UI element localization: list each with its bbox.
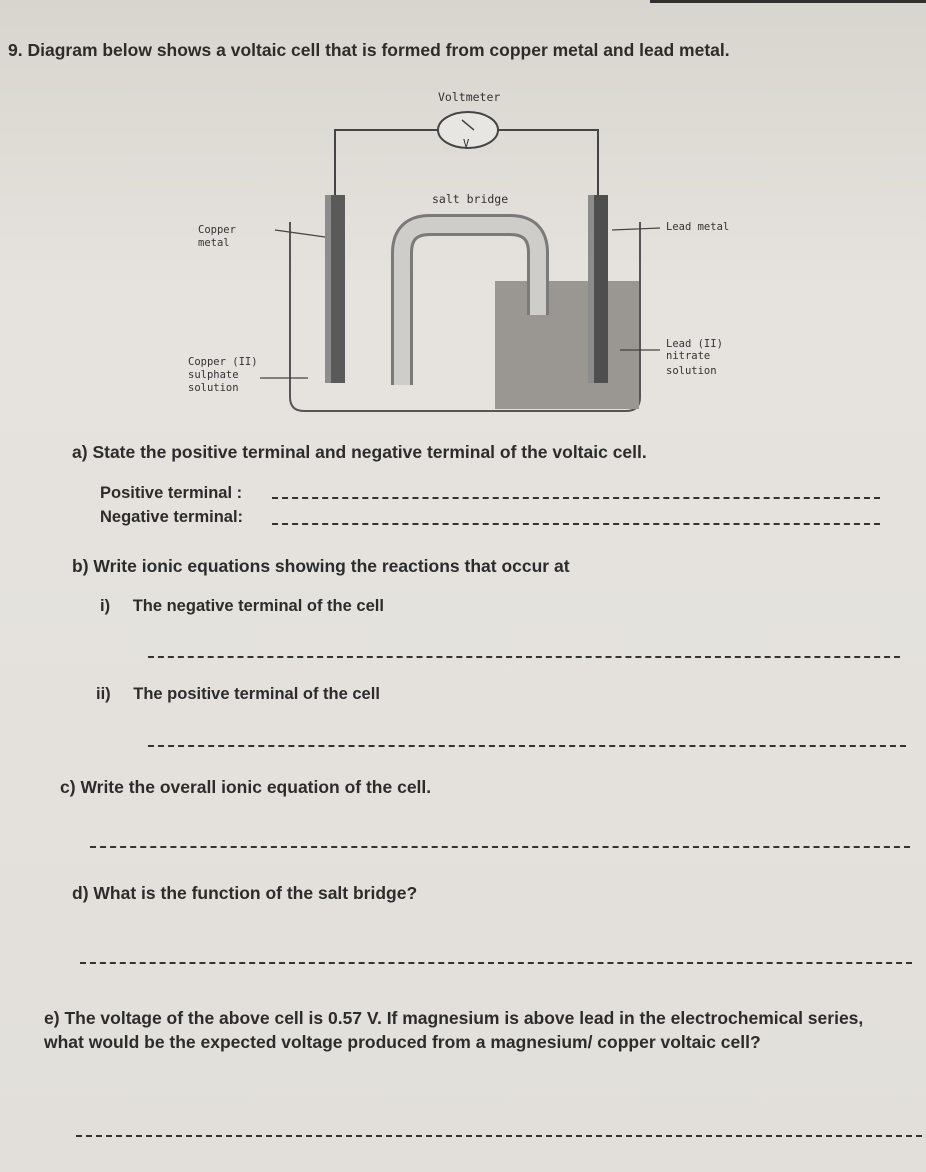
part-a-letter: a) <box>72 442 88 462</box>
copper-solution-label-3: solution <box>188 382 239 394</box>
part-b-letter: b) <box>72 556 89 576</box>
question-intro: Diagram below shows a voltaic cell that is formed from copper metal and lead metal. <box>27 40 730 60</box>
lead-solution-label-2: nitrate <box>666 350 711 362</box>
copper-metal-label-1: Copper <box>198 224 236 236</box>
part-b-i <box>100 597 384 616</box>
part-e-letter: e) <box>44 1008 60 1028</box>
positive-terminal-equation-line[interactable] <box>148 745 906 747</box>
voltaic-cell-diagram <box>180 85 740 425</box>
part-b-i-text: The negative terminal of the cell <box>132 597 384 615</box>
salt-bridge-label: salt bridge <box>432 192 509 206</box>
part-c-letter: c) <box>60 777 76 797</box>
part-e <box>44 1006 894 1054</box>
negative-terminal-label: Negative terminal: <box>100 508 244 526</box>
wire-right <box>498 130 598 195</box>
lead-solution-left <box>495 281 639 409</box>
negative-terminal-equation-line[interactable] <box>148 656 900 658</box>
salt-bridge-answer-line[interactable] <box>80 962 912 964</box>
lead-solution-label-1: Lead (II) <box>666 338 723 350</box>
copper-solution-label-1: Copper (II) <box>188 356 258 368</box>
voltage-answer-line[interactable] <box>76 1135 922 1137</box>
question-number: 9. <box>8 40 23 60</box>
lead-metal-pointer <box>612 228 660 230</box>
copper-metal-label-2: metal <box>198 237 230 249</box>
positive-terminal-label: Positive terminal : <box>100 484 243 502</box>
copper-metal-pointer <box>275 230 325 237</box>
voltmeter-symbol: V <box>463 138 470 150</box>
part-d <box>72 883 417 904</box>
copper-solution-area <box>291 281 442 410</box>
part-d-text: What is the function of the salt bridge? <box>93 883 418 903</box>
copper-solution-label-2: sulphate <box>188 369 239 381</box>
part-b-text: Write ionic equations showing the reactions that occur at <box>93 556 570 576</box>
part-b <box>72 556 570 577</box>
part-c <box>60 777 431 798</box>
positive-terminal-answer-line[interactable] <box>272 497 880 499</box>
overall-equation-line[interactable] <box>90 846 910 848</box>
part-e-text: The voltage of the above cell is 0.57 V. If magnesium is above lead in the electrochemical series, what would be the expected voltage produced from a magnesium/ copper voltaic cell? <box>44 1008 864 1052</box>
part-a-text: State the positive terminal and negative terminal of the voltaic cell. <box>92 442 647 462</box>
negative-terminal-answer-line[interactable] <box>272 523 880 525</box>
question-heading <box>8 40 730 61</box>
part-b-ii-num: ii) <box>96 685 111 703</box>
part-b-ii-text: The positive terminal of the cell <box>133 685 380 703</box>
part-d-letter: d) <box>72 883 89 903</box>
lead-metal-label: Lead metal <box>666 221 730 233</box>
part-b-ii <box>96 685 380 704</box>
top-rule <box>650 0 926 3</box>
part-c-text: Write the overall ionic equation of the cell. <box>80 777 432 797</box>
part-b-i-num: i) <box>100 597 111 615</box>
voltmeter-label: Voltmeter <box>438 90 501 104</box>
part-a <box>72 442 647 463</box>
lead-solution-label-3: solution <box>666 365 717 377</box>
wire-left <box>335 130 438 195</box>
